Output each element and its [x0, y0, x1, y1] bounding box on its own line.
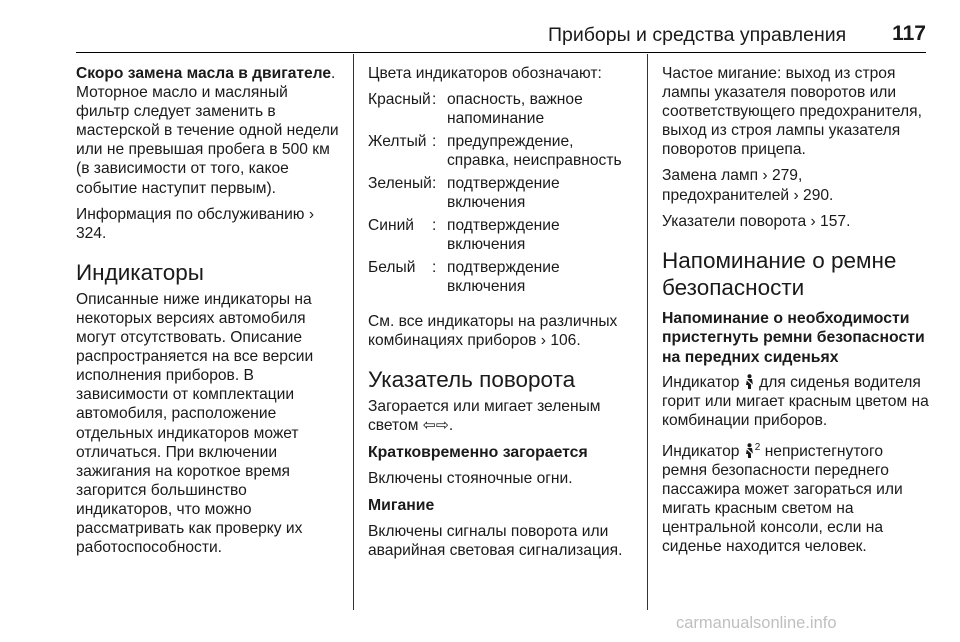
lamps-paragraph: Замена ламп › 279, предохранителей › 290. [662, 167, 834, 204]
service-info-paragraph: Информация по обслуживанию › 324. [76, 205, 315, 242]
header-rule [76, 52, 926, 53]
turn-ref-paragraph: Указатели поворота › 157. [662, 212, 851, 230]
indicators-text: Описанные ниже индикаторы на некоторых версиях автомобиля могут отсутствовать. Описание распространяется на все версии исполнения приборов. В зависимости от комплектации автомобиля, расположение отдельных индикаторов может отличаться. При включении зажигания на короткое время загорится большинство индикаторов, что можно рассматривать как проверку их работоспособности. [76, 290, 314, 557]
oil-change-title: Скоро замена масла в двигателе [76, 65, 332, 82]
turn-signal-icon: ⇦⇨ [422, 417, 449, 435]
column-3 [662, 64, 930, 563]
instruments-page-link[interactable]: 106. [550, 332, 581, 350]
page-number: 117 [892, 22, 926, 45]
indicators-heading: Индикаторы [76, 259, 204, 285]
short-light-text: Включены стояночные огни. [368, 469, 573, 487]
indicator-colors-table [368, 90, 638, 300]
column-1 [76, 64, 344, 564]
blink-heading: Мигание [368, 497, 435, 515]
reference-arrow-icon: › [762, 167, 768, 185]
seatbelt-icon [744, 374, 759, 391]
seatbelt-passenger-icon: 2 [744, 443, 765, 460]
colors-intro: Цвета индикаторов обозначают: [368, 65, 602, 82]
reference-arrow-icon: › [810, 212, 816, 230]
fast-blink-text: Частое мигание: выход из строя лампы указателя поворотов или соответствующего предохранителя, выход из строя лампы указателя поворотов прицепа. [662, 65, 922, 159]
reference-arrow-icon: › [540, 332, 546, 350]
see-all-paragraph: См. все индикаторы на различных комбинациях приборов › 106. [368, 313, 618, 350]
oil-change-text: Моторное масло и масляный фильтр следует заменить в мастерской в течение одной недели или не превышая пробега в 500 км (в зависимости от того, какое событие наступит первым). [76, 84, 339, 197]
service-page-link[interactable]: 324. [76, 224, 107, 242]
table-row: Зеленый : подтверждение включения [368, 175, 560, 212]
column-divider-1 [353, 54, 354, 610]
fuses-page-link[interactable]: 290. [803, 186, 834, 204]
turn-signal-text: Загорается или мигает зеленым светом ⇦⇨. [368, 398, 601, 435]
driver-belt-text: Индикатор для сиденья водителя горит или мигает красным цветом на комбинации приборов. [662, 374, 929, 430]
column-divider-2 [647, 54, 648, 610]
table-row: Синий : подтверждение включения [368, 217, 560, 254]
reference-arrow-icon: › [793, 186, 799, 204]
table-row: Желтый : предупреждение, справка, неисправность [368, 133, 622, 170]
short-light-heading: Кратковременно загорается [368, 444, 588, 462]
turn-signal-heading: Указатель поворота [368, 367, 576, 393]
watermark[interactable]: carmanualsonline.info [676, 614, 837, 632]
table-row: Красный : опасность, важное напоминание [368, 91, 583, 128]
column-2 [368, 64, 638, 567]
lamps-page-link[interactable]: 279, предохранителей [662, 167, 803, 204]
front-belt-heading: Напоминание о необходимости пристегнуть ремни безопасности на передних сиденьях [662, 309, 925, 366]
blink-text: Включены сигналы поворота или аварийная световая сигнализация. [368, 522, 623, 559]
table-row: Белый : подтверждение включения [368, 259, 560, 296]
oil-change-paragraph: Скоро замена масла в двигателе. Моторное масло и масляный фильтр следует заменить в мастерской в течение одной недели или не превышая пробега в 500 км (в зависимости от того, какое событие наступит первым). [76, 65, 339, 197]
turn-page-link[interactable]: 157. [820, 212, 851, 230]
reference-arrow-icon: › [308, 205, 315, 223]
belt-reminder-heading: Напоминание о ремне безопасности [662, 247, 897, 300]
passenger-belt-text: Индикатор $^2$ непристегнутого ремня безопасности переднего пассажира может загораться или мигать красным светом на центральной консоли, если на сиденье находится человек. [662, 441, 903, 556]
header-title: Приборы и средства управления [548, 24, 847, 46]
